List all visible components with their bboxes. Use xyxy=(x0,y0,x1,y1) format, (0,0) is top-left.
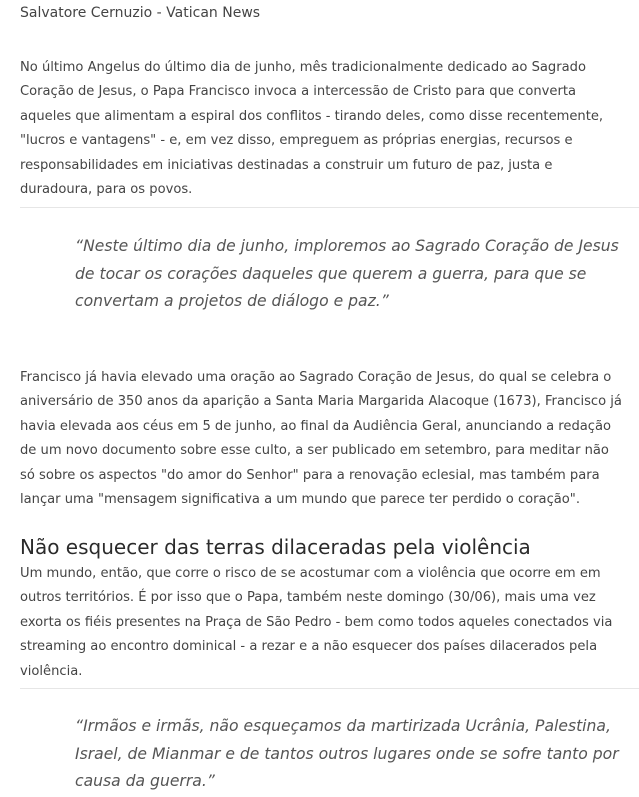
pull-quote-1: “Neste último dia de junho, imploremos ao Sagrado Coração de Jesus de tocar os corações daqueles que querem a guerra, para que se convertam a projetos de diálogo e paz.” xyxy=(75,237,619,310)
pull-quote-2: “Irmãos e irmãs, não esqueçamos da martirizada Ucrânia, Palestina, Israel, de Mianmar e de tantos outros lugares onde se sofre tanto por causa da guerra.” xyxy=(75,717,619,790)
article-paragraph-1: No último Angelus do último dia de junho, mês tradicionalmente dedicado ao Sagrado Coração de Jesus, o Papa Francisco invoca a intercessão de Cristo para que converta aqueles que alimentam a espiral dos conflitos - tirando deles, como disse recentemente, "lucros e vantagens" - e, em vez disso, empreguem as próprias energias, recursos e responsabilidades em iniciativas destinadas a construir um futuro de paz, justa e duradoura, para os povos. xyxy=(20,60,604,198)
article-byline: Salvatore Cernuzio - Vatican News xyxy=(20,5,261,21)
section-heading: Não esquecer das terras dilaceradas pela violência xyxy=(20,535,531,559)
quote-divider-bottom xyxy=(20,688,639,689)
article-paragraph-2: Francisco já havia elevado uma oração ao Sagrado Coração de Jesus, do qual se celebra o aniversário de 350 anos da aparição a Santa Maria Margarida Alacoque (1673), Francisco já havia elevada aos céus em 5 de junho, ao final da Audiência Geral, anunciando a redação de um novo documento sobre esse culto, a ser publicado em setembro, para meditar não só sobre os aspectos "do amor do Senhor" para a renovação eclesial, mas também para lançar uma "mensagem significativa a um mundo que parece ter perdido o coração". xyxy=(20,370,622,508)
quote-divider-top xyxy=(20,207,639,208)
article-paragraph-3: Um mundo, então, que corre o risco de se acostumar com a violência que ocorre em em outros territórios. É por isso que o Papa, também neste domingo (30/06), mais uma vez exorta os fiéis presentes na Praça de São Pedro - bem como todos aqueles conectados via streaming ao encontro dominical - a rezar e a não esquecer dos países dilacerados pela violência. xyxy=(20,566,613,679)
